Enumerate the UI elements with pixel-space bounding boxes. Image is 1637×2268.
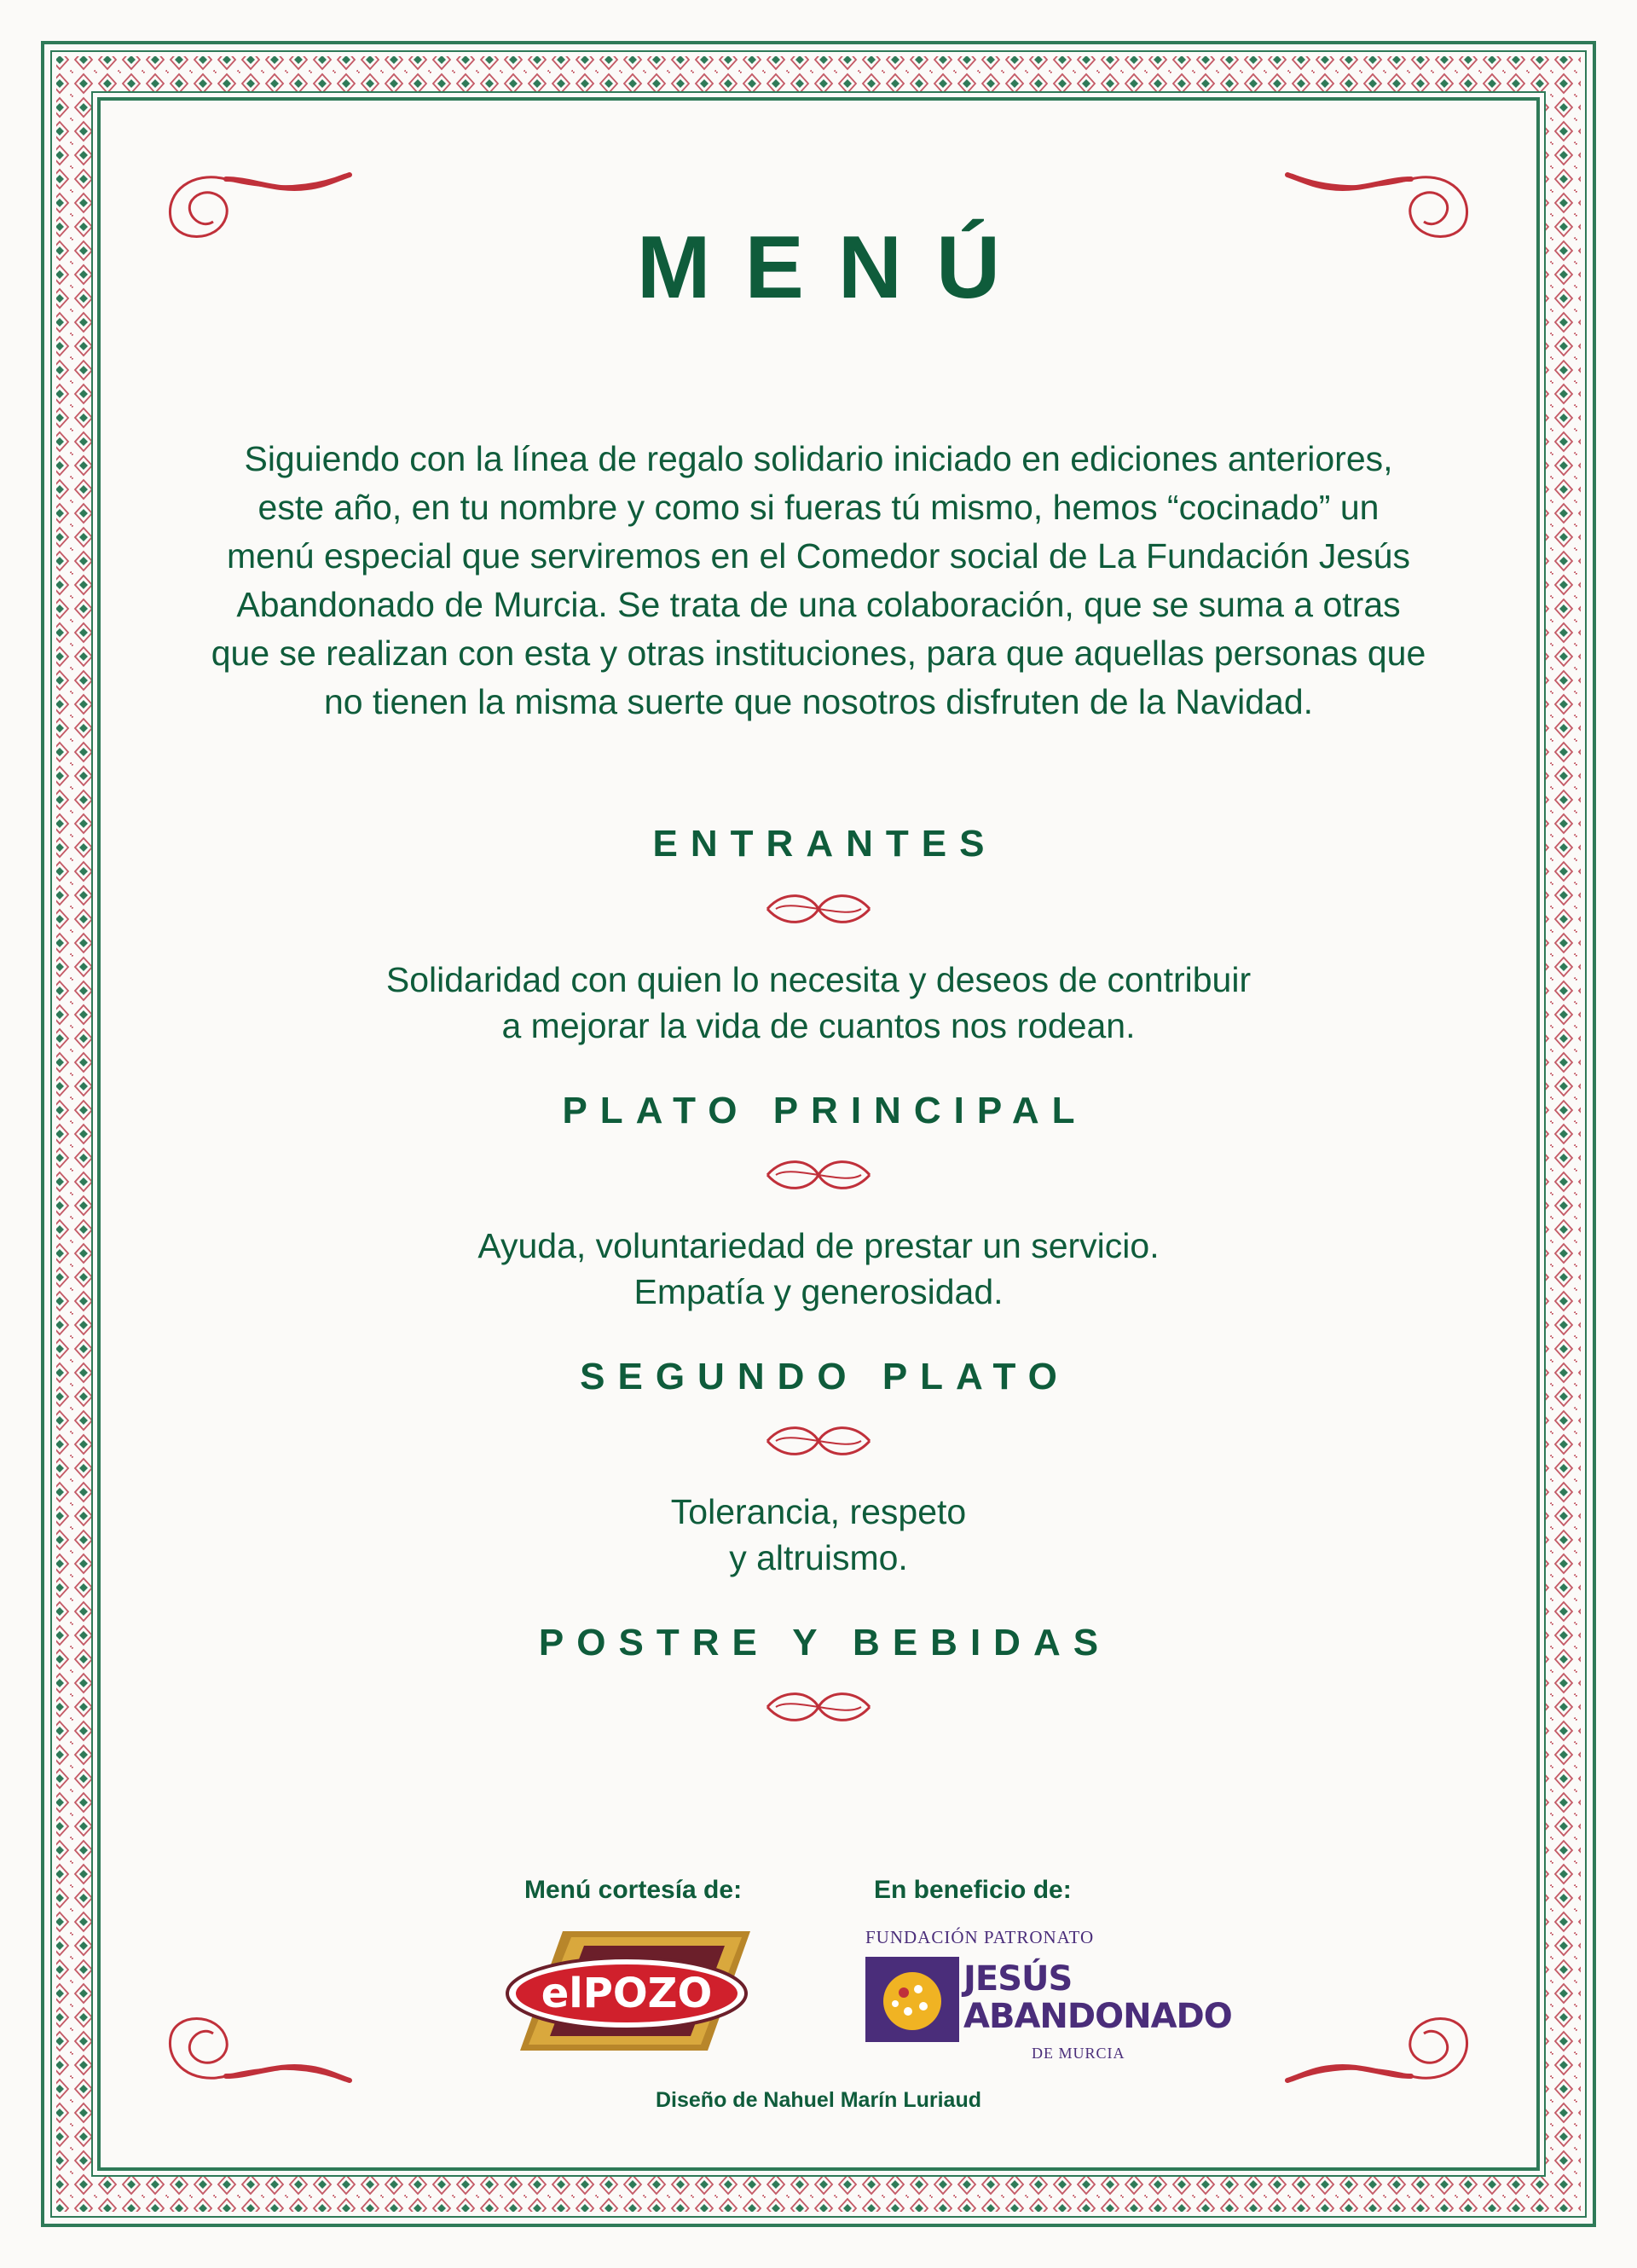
beneficiary-bottom-text: DE MURCIA — [1032, 2045, 1125, 2062]
desc-line: Solidaridad con quien lo necesita y deseos de contribuir — [385, 960, 1252, 999]
intro-line: no tienen la misma suerte que nosotros disfruten de la Navidad. — [323, 682, 1314, 721]
flourish-divider — [759, 885, 878, 933]
benefit-label: En beneficio de: — [874, 1876, 1072, 1904]
beneficiary-name-line-2: ABANDONADO — [963, 1997, 1232, 2036]
intro-line: Siguiendo con la línea de regalo solidario iniciado en ediciones anteriores, — [244, 439, 1393, 478]
flourish-divider — [759, 1683, 878, 1731]
section-desc-plato-principal — [0, 1223, 1637, 1315]
beneficiary-top-text: FUNDACIÓN PATRONATO — [865, 1927, 1095, 1947]
elpozo-logo-text: elPOZO — [541, 1970, 713, 2017]
section-title-plato-principal: PLATO PRINCIPAL — [562, 1090, 1088, 1131]
desc-line: Empatía y generosidad. — [633, 1272, 1004, 1311]
intro-paragraph — [162, 435, 1475, 726]
section-title-segundo-plato: SEGUNDO PLATO — [580, 1356, 1070, 1397]
desc-line: a mejorar la vida de cuantos nos rodean. — [501, 1006, 1136, 1045]
desc-line: Tolerancia, respeto — [670, 1492, 967, 1531]
intro-line: menú especial que serviremos en el Comedor social de La Fundación Jesús — [227, 536, 1410, 576]
section-desc-segundo-plato — [0, 1489, 1637, 1581]
section-title-entrantes: ENTRANTES — [652, 823, 998, 865]
desc-line: y altruismo. — [729, 1538, 908, 1577]
design-credit: Diseño de Nahuel Marín Luriaud — [656, 2088, 981, 2112]
menu-title: MENÚ — [636, 218, 1035, 317]
desc-line: Ayuda, voluntariedad de prestar un servicio. — [477, 1226, 1160, 1265]
intro-line: que se realizan con esta y otras instituciones, para que aquellas personas que — [211, 634, 1426, 673]
courtesy-label: Menú cortesía de: — [524, 1876, 743, 1904]
flourish-divider — [759, 1151, 878, 1199]
elpozo-logo — [503, 1927, 759, 2055]
section-title-postre-bebidas: POSTRE Y BEBIDAS — [538, 1622, 1112, 1663]
beneficiary-name-line-1: JESÚS — [963, 1959, 1073, 1999]
flourish-divider — [759, 1417, 878, 1465]
intro-line: Abandonado de Murcia. Se trata de una colaboración, que se suma a otras — [236, 585, 1401, 624]
intro-line: este año, en tu nombre y como si fueras tú mismo, hemos “cocinado” un — [257, 488, 1380, 527]
section-desc-entrantes — [0, 957, 1637, 1049]
jesus-abandonado-emblem — [865, 1957, 959, 2042]
